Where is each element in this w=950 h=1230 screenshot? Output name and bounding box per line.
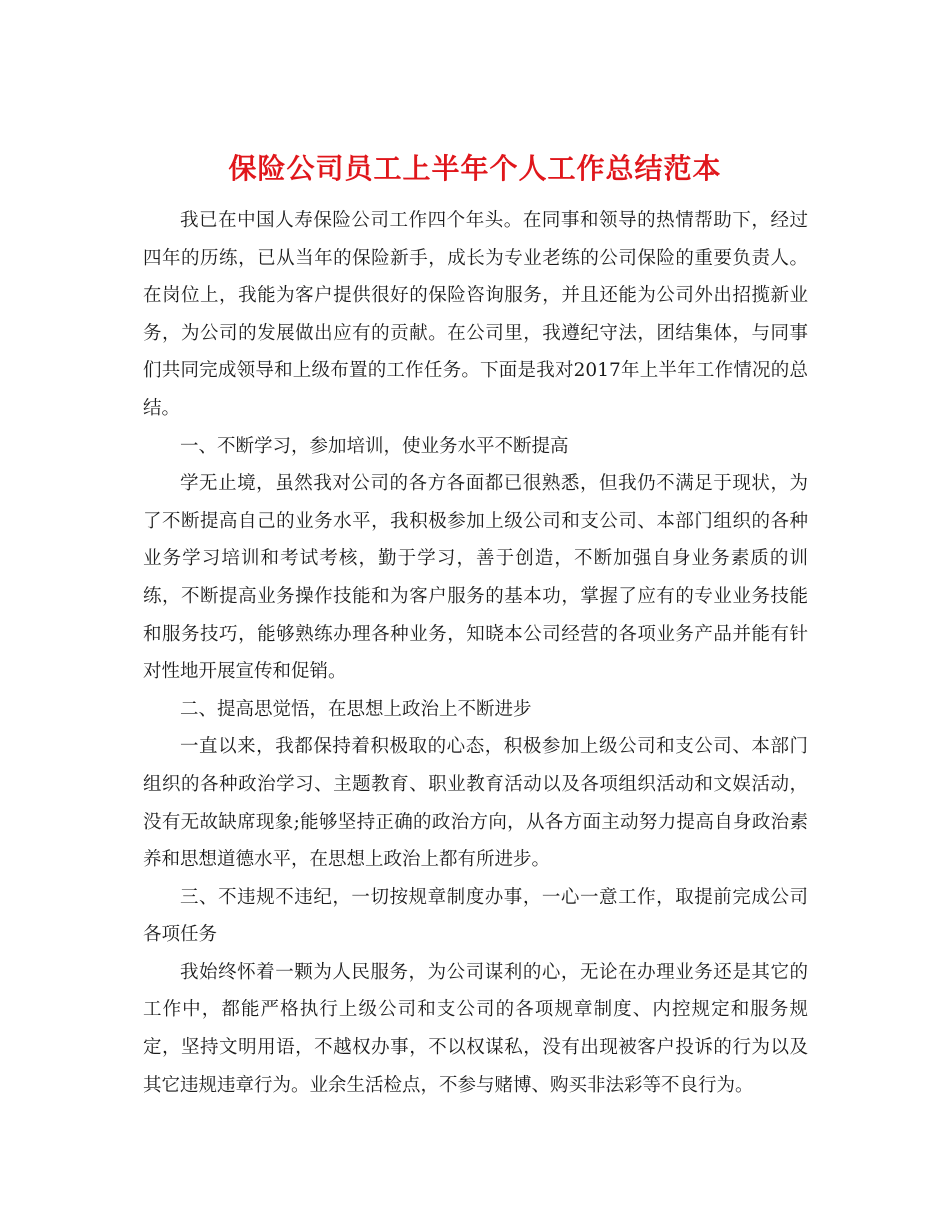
document-body	[143, 202, 808, 1104]
section-heading-2: 二、提高思觉悟，在思想上政治上不断进步	[180, 698, 532, 720]
document-title: 保险公司员工上半年个人工作总结范本	[228, 151, 722, 185]
paragraph-intro: 我已在中国人寿保险公司工作四个年头。在同事和领导的热情帮助下，经过四年的历练，已从当年的保险新手，成长为专业老练的公司保险的重要负责人。在岗位上，我能为客户提供很好的保险咨询服务，并且还能为公司外出招揽新业务，为公司的发展做出应有的贡献。在公司里，我遵纪守法，团结集体，与同事们共同完成领导和上级布置的工作任务。下面是我对2017年上半年工作情况的总结。	[143, 210, 808, 419]
paragraph-section-1: 学无止境，虽然我对公司的各方各面都已很熟悉，但我仍不满足于现状，为了不断提高自己的业务水平，我积极参加上级公司和支公司、本部门组织的各种业务学习培训和考试考核，勤于学习，善于创造，不断加强自身业务素质的训练，不断提高业务操作技能和为客户服务的基本功，掌握了应有的专业业务技能和服务技巧，能够熟练办理各种业务，知晓本公司经营的各项业务产品并能有针对性地开展宣传和促销。	[143, 473, 808, 683]
paragraph-section-3: 我始终怀着一颗为人民服务，为公司谋利的心，无论在办理业务还是其它的工作中，都能严格执行上级公司和支公司的各项规章制度、内控规定和服务规定，坚持文明用语，不越权办事，不以权谋私，没有出现被客户投诉的行为以及其它违规违章行为。业余生活检点，不参与赌博、购买非法彩等不良行为。	[143, 961, 808, 1096]
section-heading-3: 三、不违规不违纪，一切按规章制度办事，一心一意工作，取提前完成公司各项任务	[143, 886, 808, 946]
paragraph-section-2: 一直以来，我都保持着积极取的心态，积极参加上级公司和支公司、本部门组织的各种政治学习、主题教育、职业教育活动以及各项组织活动和文娱活动，没有无故缺席现象;能够坚持正确的政治方向，从各方面主动努力提高自身政治素养和思想道德水平，在思想上政治上都有所进步。	[143, 736, 808, 871]
section-heading-1: 一、不断学习，参加培训，使业务水平不断提高	[180, 435, 569, 457]
